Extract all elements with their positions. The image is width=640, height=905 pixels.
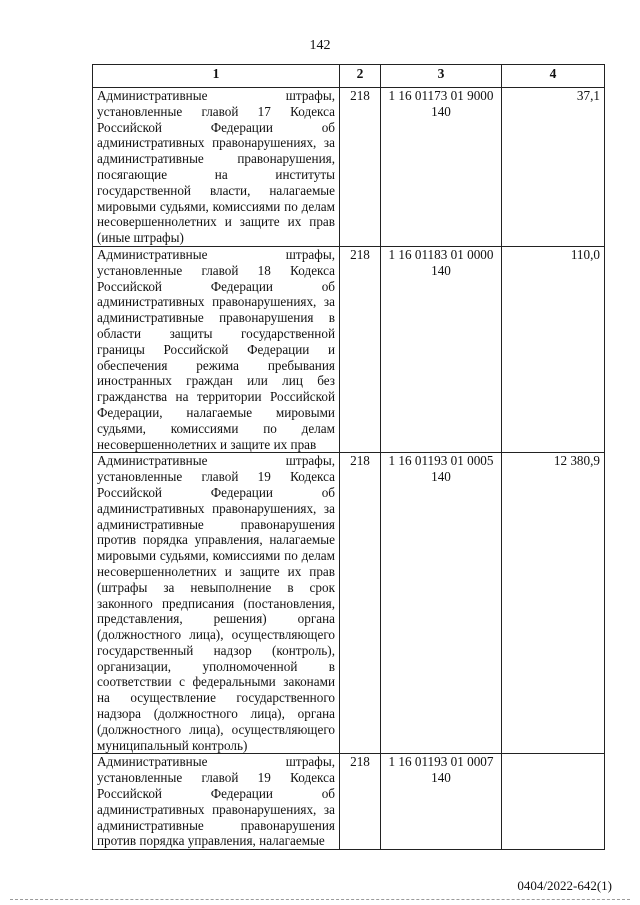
row-admin-code: 218 (340, 453, 381, 754)
page-number: 142 (309, 38, 331, 53)
column-header-description: 1 (93, 65, 340, 88)
row-admin-code: 218 (340, 754, 381, 850)
row-description: Административные штрафы, установленные главой 19 Кодекса Российской Федерации об административных правонарушениях, за административные правонарушения против порядка управления, налагаемые мировыми судьями, комиссиями по делам несовершеннолетних и защите их прав (штрафы за невыполнение в срок законного предписания (постановления, представления, решения) органа (должностного лица), осуществляющего государственный надзор (контроль), организации, уполномоченной в соответствии с федеральными законами на осуществление государственного надзора (должностного лица), органа (должностного лица), осуществляющего муниципальный контроль) (93, 453, 340, 754)
row-class-code: 1 16 01193 01 0005 140 (381, 453, 502, 754)
revenue-table (92, 64, 605, 850)
row-class-code: 1 16 01193 01 0007 140 (381, 754, 502, 850)
row-amount: 37,1 (502, 88, 605, 247)
column-header-amount: 4 (502, 65, 605, 88)
table-header-row (93, 65, 605, 88)
row-amount (502, 754, 605, 850)
row-class-code: 1 16 01173 01 9000 140 (381, 88, 502, 247)
row-description: Административные штрафы, установленные главой 17 Кодекса Российской Федерации об административных правонарушениях, за административные правонарушения, посягающие на институты государственной власти, налагаемые мировыми судьями, комиссиями по делам несовершеннолетних и защите их прав (иные штрафы) (93, 88, 340, 247)
column-header-admin-code: 2 (340, 65, 381, 88)
row-admin-code: 218 (340, 88, 381, 247)
row-description: Административные штрафы, установленные главой 18 Кодекса Российской Федерации об административных правонарушениях, за административные правонарушения в области защиты государственной границы Российской Федерации и обеспечения режима пребывания иностранных граждан или лиц без гражданства на территории Российской Федерации, налагаемые мировыми судьями, комиссиями по делам несовершеннолетних и защите их прав (93, 246, 340, 452)
table-row (93, 246, 605, 452)
row-amount: 110,0 (502, 246, 605, 452)
row-description: Административные штрафы, установленные главой 19 Кодекса Российской Федерации об административных правонарушениях, за административные правонарушения против порядка управления, налагаемые (93, 754, 340, 850)
table-row (93, 88, 605, 247)
table-row (93, 453, 605, 754)
row-admin-code: 218 (340, 246, 381, 452)
row-amount: 12 380,9 (502, 453, 605, 754)
page-bottom-rule (10, 899, 630, 900)
document-reference: 0404/2022-642(1) (517, 878, 612, 893)
table-row (93, 754, 605, 850)
row-class-code: 1 16 01183 01 0000 140 (381, 246, 502, 452)
column-header-class-code: 3 (381, 65, 502, 88)
